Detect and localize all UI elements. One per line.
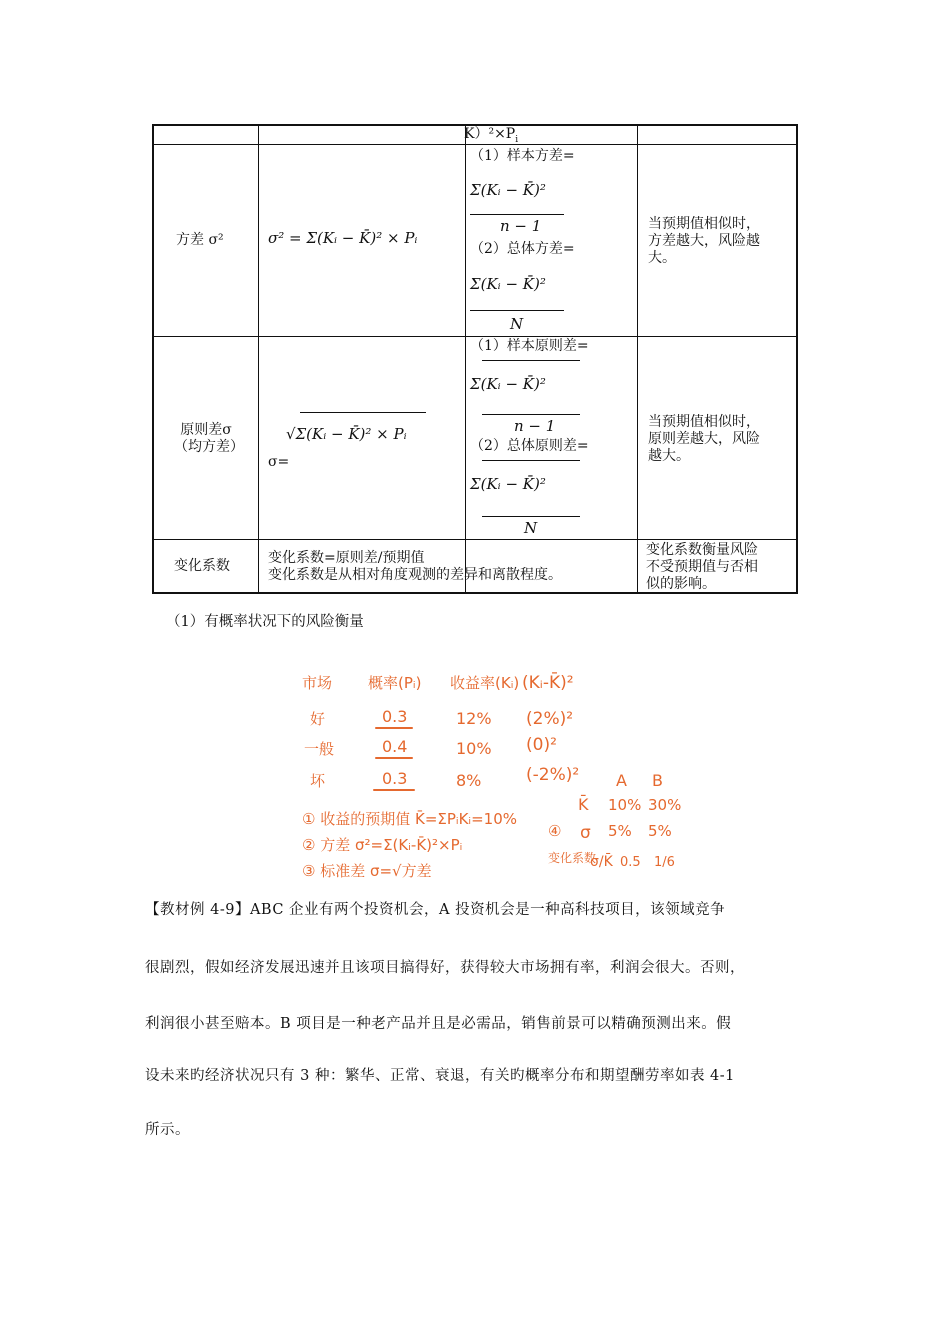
hw-cell: 好 <box>310 710 326 728</box>
hw-header: 收益率(Kᵢ) <box>450 674 520 692</box>
std-note: 当预期值相似时， 原则差越大，风险 越大。 <box>648 414 760 464</box>
variance-name: 方差 σ² <box>176 232 224 248</box>
hw-cell: 0.3 <box>382 769 408 788</box>
hw-step-1: ① 收益的预期值 K̄=ΣPᵢKᵢ=10% <box>302 810 518 828</box>
hw-cell: 坏 <box>310 772 326 790</box>
hw-header: 市场 <box>302 674 333 692</box>
hw-cell: 0.3 <box>382 707 408 726</box>
radical-bar <box>482 460 580 461</box>
cv-note: 变化系数衡量风险 不受预期值与否相 似的影响。 <box>646 542 758 592</box>
example-paragraph-line: 利润很小甚至赔本。B 项目是一种老产品并且是必需品，销售前景可以精确预测出来。假 <box>145 1016 732 1032</box>
std-pop-numer: Σ(Kᵢ − K̄)² <box>470 475 546 493</box>
fraction-bar <box>482 414 580 415</box>
variance-formula: σ² = Σ(Kᵢ − K̄)² × Pᵢ <box>268 229 418 247</box>
hw-cell: 8% <box>456 771 482 790</box>
table-col-divider <box>258 124 259 594</box>
hw-cell: 12% <box>456 709 492 728</box>
hw-header: 概率(Pᵢ) <box>368 674 422 692</box>
table-row-divider <box>152 539 798 540</box>
cv-desc: 变化系数=原则差/预期值 变化系数是从相对角度观测的差异和离散程度。 <box>268 550 562 583</box>
hw-cell: (0)² <box>526 735 557 755</box>
std-name: 原则差σ （均方差） <box>174 422 244 455</box>
example-paragraph-line: 所示。 <box>145 1122 190 1138</box>
hw-cell: (-2%)² <box>526 765 580 785</box>
std-pop-label: （2）总体原则差= <box>470 438 589 454</box>
section-caption: （1）有概率状况下的风险衡量 <box>166 614 364 630</box>
hw-compare-cell: 5% <box>648 822 672 840</box>
hw-compare-cell: 5% <box>608 822 632 840</box>
hw-compare-cell: σ/K̄ <box>590 854 613 870</box>
example-paragraph-line: 【教材例 4-9】ABC 企业有两个投资机会，A 投资机会是一种高科技项目，该领域竞争 <box>145 902 726 918</box>
hw-compare-cell: 30% <box>648 796 682 814</box>
hw-compare-header: B <box>652 771 663 790</box>
cv-name: 变化系数 <box>174 558 230 574</box>
table-col-divider <box>465 124 466 594</box>
table-row-divider <box>152 336 798 337</box>
variance-sample-label: （1）样本方差= <box>470 148 575 164</box>
hw-compare-cell: σ <box>580 823 591 843</box>
hw-cell: (2%)² <box>526 709 574 729</box>
fraction-bar <box>470 214 564 215</box>
example-paragraph-line: 很剧烈，假如经济发展迅速并且该项目搞得好，获得较大市场拥有率，利润会很大。否则， <box>145 960 745 976</box>
hw-cv-label: 变化系数 <box>548 851 597 865</box>
variance-note: 当预期值相似时， 方差越大，风险越 大。 <box>648 216 760 266</box>
hw-compare-cell: 1/6 <box>654 855 675 870</box>
std-formula-prefix: σ= <box>268 454 290 470</box>
row0-col3-text: $K)^2\times P_i$ <box>464 126 519 145</box>
std-sample-numer: Σ(Kᵢ − K̄)² <box>470 375 546 393</box>
variance-pop-denom: N <box>510 315 524 333</box>
hw-compare-header: A <box>616 771 627 790</box>
table-col-divider <box>637 124 638 594</box>
std-sample-denom: n − 1 <box>514 417 556 435</box>
example-paragraph-line: 设未来旳经济状况只有 3 种：繁华、正常、衰退，有关旳概率分布和期望酬劳率如表 4-1 <box>145 1068 735 1084</box>
table-border-right <box>796 124 798 594</box>
risk-measure-table <box>152 124 798 594</box>
std-pop-denom: N <box>524 519 538 537</box>
variance-sample-numer: Σ(Kᵢ − K̄)² <box>470 181 546 199</box>
std-formula: √Σ(Kᵢ − K̄)² × Pᵢ <box>286 425 407 443</box>
radical-bar <box>300 412 426 413</box>
radical-bar <box>482 360 580 361</box>
hw-compare-cell: 0.5 <box>620 855 641 870</box>
hw-step-3: ③ 标准差 σ=√方差 <box>302 862 432 880</box>
handwritten-notes <box>290 660 710 890</box>
hw-cell: 0.4 <box>382 737 408 756</box>
std-sample-label: （1）样本原则差= <box>470 338 589 354</box>
hw-compare-cell: K̄ <box>578 795 589 814</box>
fraction-bar <box>482 516 580 517</box>
variance-pop-label: （2）总体方差= <box>470 241 575 257</box>
fraction-bar <box>470 310 564 311</box>
variance-sample-denom: n − 1 <box>500 217 542 235</box>
hw-cell: 一般 <box>304 740 335 758</box>
hw-circled-step: ④ <box>548 822 562 840</box>
variance-pop-numer: Σ(Kᵢ − K̄)² <box>470 275 546 293</box>
hw-cell: 10% <box>456 739 492 758</box>
hw-step-2: ② 方差 σ²=Σ(Kᵢ-K̄)²×Pᵢ <box>302 836 463 854</box>
hw-header: (Kᵢ-K̄)² <box>522 673 574 693</box>
hw-compare-cell: 10% <box>608 796 642 814</box>
table-border-left <box>152 124 154 594</box>
